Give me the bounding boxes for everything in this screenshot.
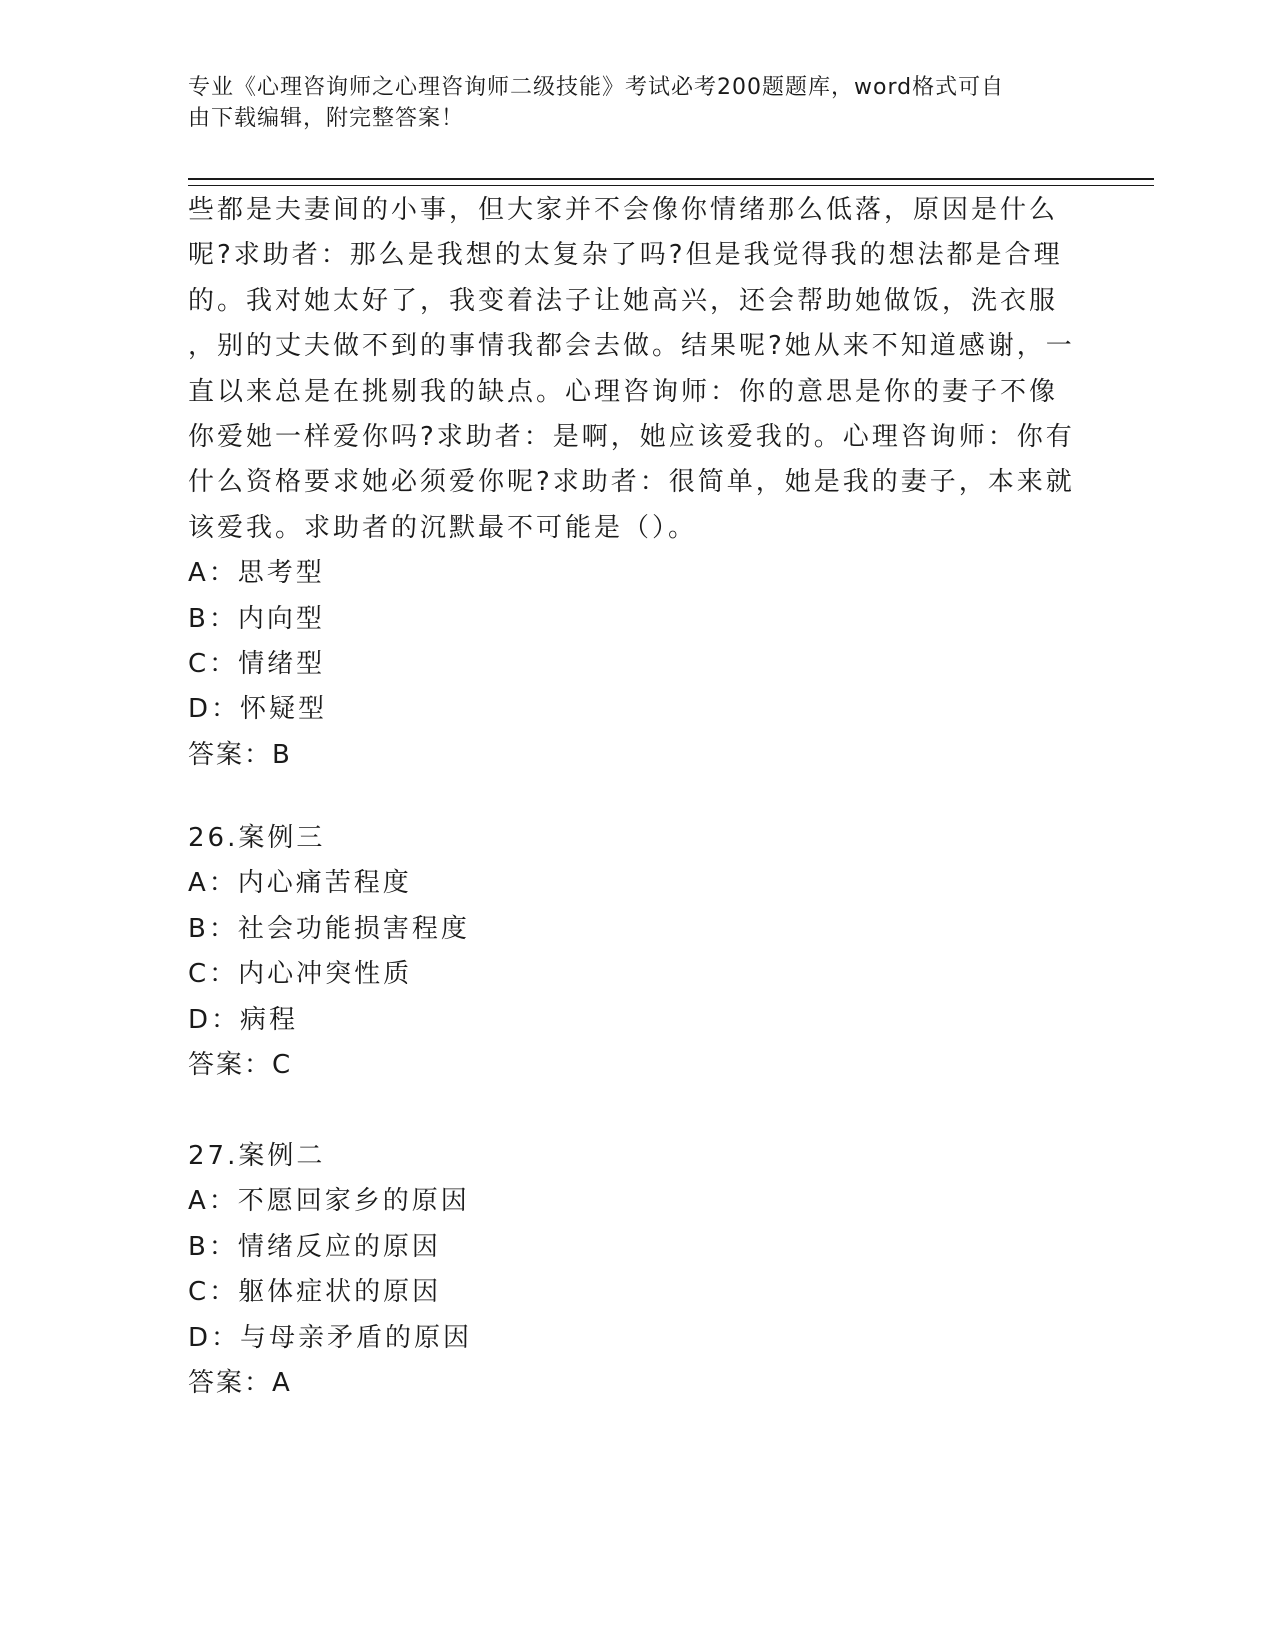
passage-line: 该爱我。求助者的沉默最不可能是（）。 — [188, 512, 698, 543]
option-d: D：病程 — [188, 1004, 299, 1035]
option-a: A：内心痛苦程度 — [188, 868, 412, 899]
passage-line: 呢?求助者：那么是我想的太复杂了吗?但是我觉得我的想法都是合理 — [188, 240, 1063, 271]
option-c: C：内心冲突性质 — [188, 959, 413, 990]
passage-line: 什么资格要求她必须爱你呢?求助者：很简单，她是我的妻子，本来就 — [188, 467, 1075, 498]
header-line-1: 专业《心理咨询师之心理咨询师二级技能》考试必考200题题库，word格式可自 — [188, 75, 1005, 100]
option-c: C：情绪型 — [188, 648, 326, 679]
option-d: D：与母亲矛盾的原因 — [188, 1322, 473, 1353]
passage-line: 你爱她一样爱你吗?求助者：是啊，她应该爱我的。心理咨询师：你有 — [188, 421, 1075, 452]
answer-line: 答案：A — [188, 1367, 292, 1398]
option-a: A：思考型 — [188, 558, 325, 589]
answer-line: 答案：B — [188, 739, 292, 770]
option-b: B：内向型 — [188, 603, 325, 634]
header-divider — [188, 178, 1154, 186]
question-passage — [188, 188, 1083, 778]
page-header — [188, 72, 1068, 134]
passage-line: 直以来总是在挑剔我的缺点。心理咨询师：你的意思是你的妻子不像 — [188, 376, 1059, 407]
option-a: A：不愿回家乡的原因 — [188, 1186, 470, 1217]
question-title: 26.案例三 — [188, 823, 326, 853]
option-c: C：躯体症状的原因 — [188, 1277, 442, 1308]
header-line-2: 由下载编辑，附完整答案！ — [188, 106, 465, 131]
passage-line: 的。我对她太好了，我变着法子让她高兴，还会帮助她做饭，洗衣服 — [188, 285, 1059, 316]
question-26 — [188, 816, 470, 1088]
answer-line: 答案：C — [188, 1049, 293, 1080]
passage-line: ，别的丈夫做不到的事情我都会去做。结果呢?她从来不知道感谢，一 — [188, 331, 1075, 362]
question-27 — [188, 1134, 472, 1406]
question-title: 27.案例二 — [188, 1141, 326, 1171]
passage-line: 些都是夫妻间的小事，但大家并不会像你情绪那么低落，原因是什么 — [188, 195, 1059, 225]
option-d: D：怀疑型 — [188, 694, 328, 725]
option-b: B：情绪反应的原因 — [188, 1231, 441, 1262]
option-b: B：社会功能损害程度 — [188, 913, 470, 944]
